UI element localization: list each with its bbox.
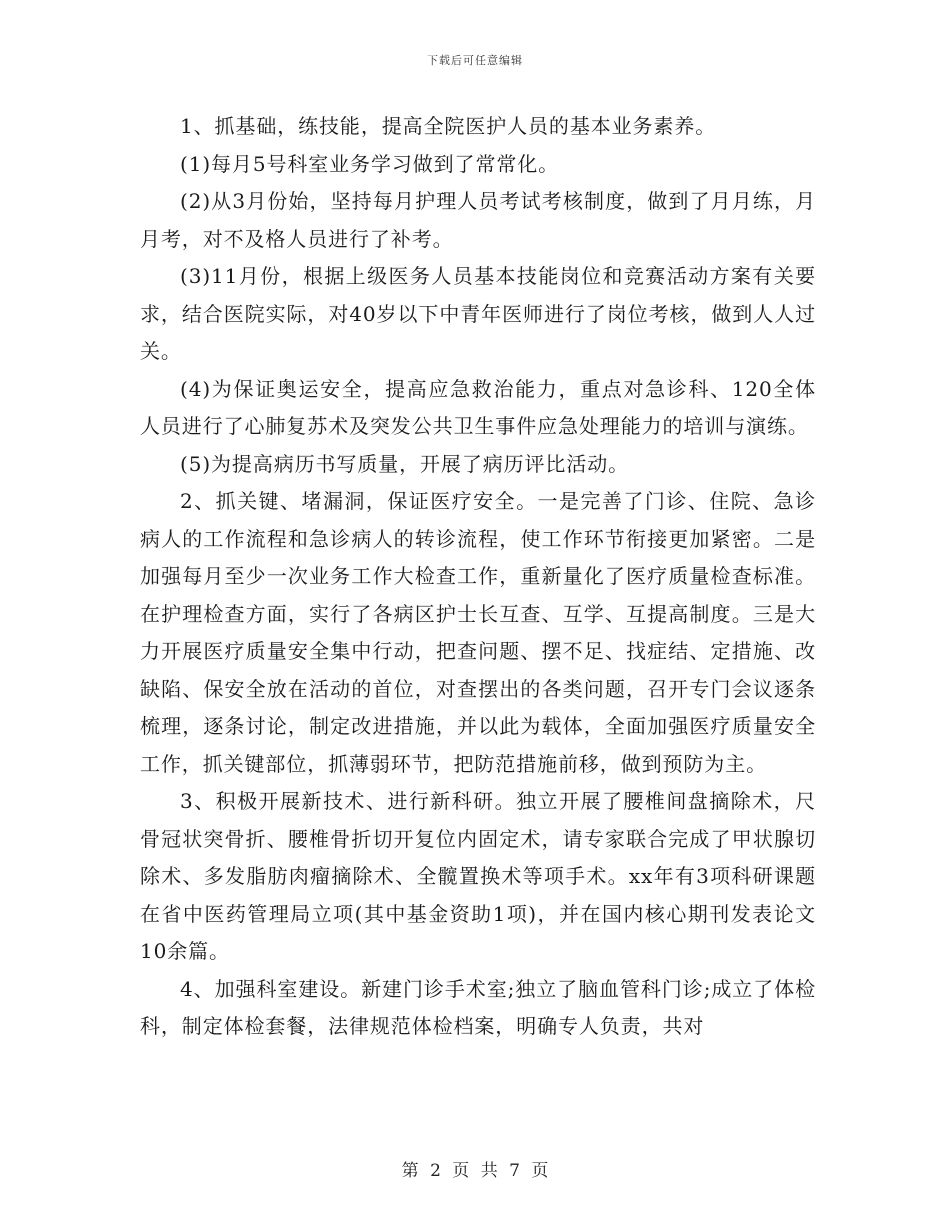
paragraph-1-item-4: (4)为保证奥运安全，提高应急救治能力，重点对急诊科、120全体人员进行了心肺复苏术及突发公共卫生事件应急处理能力的培训与演练。 — [140, 376, 816, 438]
paragraph-1-item-5: (5)为提高病历书写质量，开展了病历评比活动。 — [180, 451, 630, 476]
paragraph-1-item-2: (2)从3月份始，坚持每月护理人员考试考核制度，做到了月月练，月月考，对不及格人员进行了补考。 — [140, 189, 816, 251]
document-body — [140, 108, 816, 1046]
page-number: 第 2 页 共 7 页 — [401, 1161, 549, 1181]
paragraph-2: 2、抓关键、堵漏洞，保证医疗安全。一是完善了门诊、住院、急诊病人的工作流程和急诊病人的转诊流程，使工作环节衔接更加紧密。二是加强每月至少一次业务工作大检查工作，重新量化了医疗质量检查标准。在护理检查方面，实行了各病区护士长互查、互学、互提高制度。三是大力开展医疗质量安全集中行动，把查问题、摆不足、找症结、定措施、改缺陷、保安全放在活动的首位，对查摆出的各类问题，召开专门会议逐条梳理，逐条讨论，制定改进措施，并以此为载体，全面加强医疗质量安全工作，抓关键部位，抓薄弱环节，把防范措施前移，做到预防为主。 — [140, 489, 816, 776]
paragraph-1-item-1: (1)每月5号科室业务学习做到了常常化。 — [180, 151, 560, 176]
paragraph-4: 4、加强科室建设。新建门诊手术室;独立了脑血管科门诊;成立了体检科，制定体检套餐，法律规范体检档案，明确专人负责，共对 — [140, 976, 816, 1038]
page-header-note: 下载后可任意编辑 — [427, 54, 523, 67]
paragraph-3: 3、积极开展新技术、进行新科研。独立开展了腰椎间盘摘除术，尺骨冠状突骨折、腰椎骨折切开复位内固定术，请专家联合完成了甲状腺切除术、多发脂肪肉瘤摘除术、全髋置换术等项手术。xx年有3项科研课题在省中医药管理局立项(其中基金资助1项)，并在国内核心期刊发表论文10余篇。 — [140, 789, 816, 963]
paragraph-1-item-3: (3)11月份，根据上级医务人员基本技能岗位和竞赛活动方案有关要求，结合医院实际，对40岁以下中青年医师进行了岗位考核，做到人人过关。 — [140, 264, 816, 363]
paragraph-1: 1、抓基础，练技能，提高全院医护人员的基本业务素养。 — [180, 114, 717, 138]
